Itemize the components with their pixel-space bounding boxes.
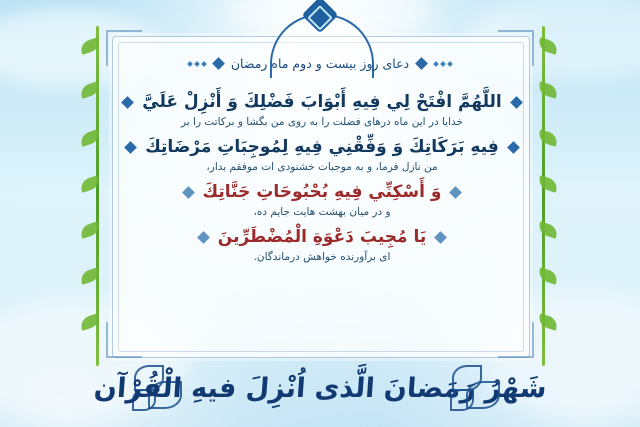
verse-arabic-row [126,227,518,247]
verse-arabic-text: اللَّهُمَّ افْتَحْ لِي فِيهِ أَبْوَابَ فَضْلِكَ وَ أَنْزِلْ عَلَيَّ [142,92,502,112]
diamond-bullet-icon [450,186,463,199]
verse-arabic-row [126,137,518,157]
arabesque-ornament-right [448,359,510,417]
corner-ornament [498,322,534,358]
dome-ornament [264,0,376,46]
poster-title-row [0,56,640,71]
verse-item [126,182,518,218]
leaf-icon [537,129,560,147]
corner-ornament [106,322,142,358]
leaf-icon [537,313,560,331]
leaf-icon [537,81,560,99]
verse-arabic-row [126,182,518,202]
verse-arabic-row [126,92,518,112]
verse-arabic-text: فِيهِ بَرَكَاتِكَ وَ وَفِّقْنِي فِيهِ لِمُوجِبَاتِ مَرْضَاتِكَ [145,137,499,157]
page-title: دعای روز بیست و دوم ماه رمضان [230,56,410,71]
leaf-icon [537,175,560,193]
verse-translation-text: خدایا در این ماه درهای فضلت را به روی من بگشا و برکاتت را بر [180,116,463,128]
verse-item [126,227,518,263]
dot-ornament-left [188,62,206,66]
diamond-bullet-icon [182,186,195,199]
leaf-icon [537,221,560,239]
diamond-bullet-icon [124,141,137,154]
verse-translation-text: و در میان بهشت هایت جایم ده، [253,206,391,218]
bottom-calligraphy-banner [92,355,548,421]
verse-item [126,137,518,173]
vine-ornament-right [530,26,556,366]
diamond-icon [212,57,225,70]
vine-ornament-left [84,26,110,366]
diamond-bullet-icon [197,231,210,244]
leaf-icon [537,267,560,285]
verse-translation-text: من نازل فرما، و به موجبات خشنودی ات موفقم بدار، [206,161,438,173]
verse-arabic-text: وَ أَسْكِنِّي فِيهِ بُحْبُوحَاتِ جَنَّاتِكَ [202,182,442,202]
diamond-bullet-icon [434,231,447,244]
leaf-icon [537,37,560,55]
verse-translation-text: ای برآورنده خواهش درماندگان. [253,251,391,263]
calligraphy-text: شَهْرُ رَمَضانَ الَّذی اُنْزِلَ فیهِ الْقُرْآن [92,372,548,404]
verse-arabic-text: يَا مُجِيبَ دَعْوَةِ الْمُضْطَرِّينَ [217,227,427,247]
dot-ornament-right [434,62,452,66]
diamond-bullet-icon [507,141,520,154]
diamond-icon [415,57,428,70]
verse-item [126,92,518,128]
verses-list [126,92,518,272]
